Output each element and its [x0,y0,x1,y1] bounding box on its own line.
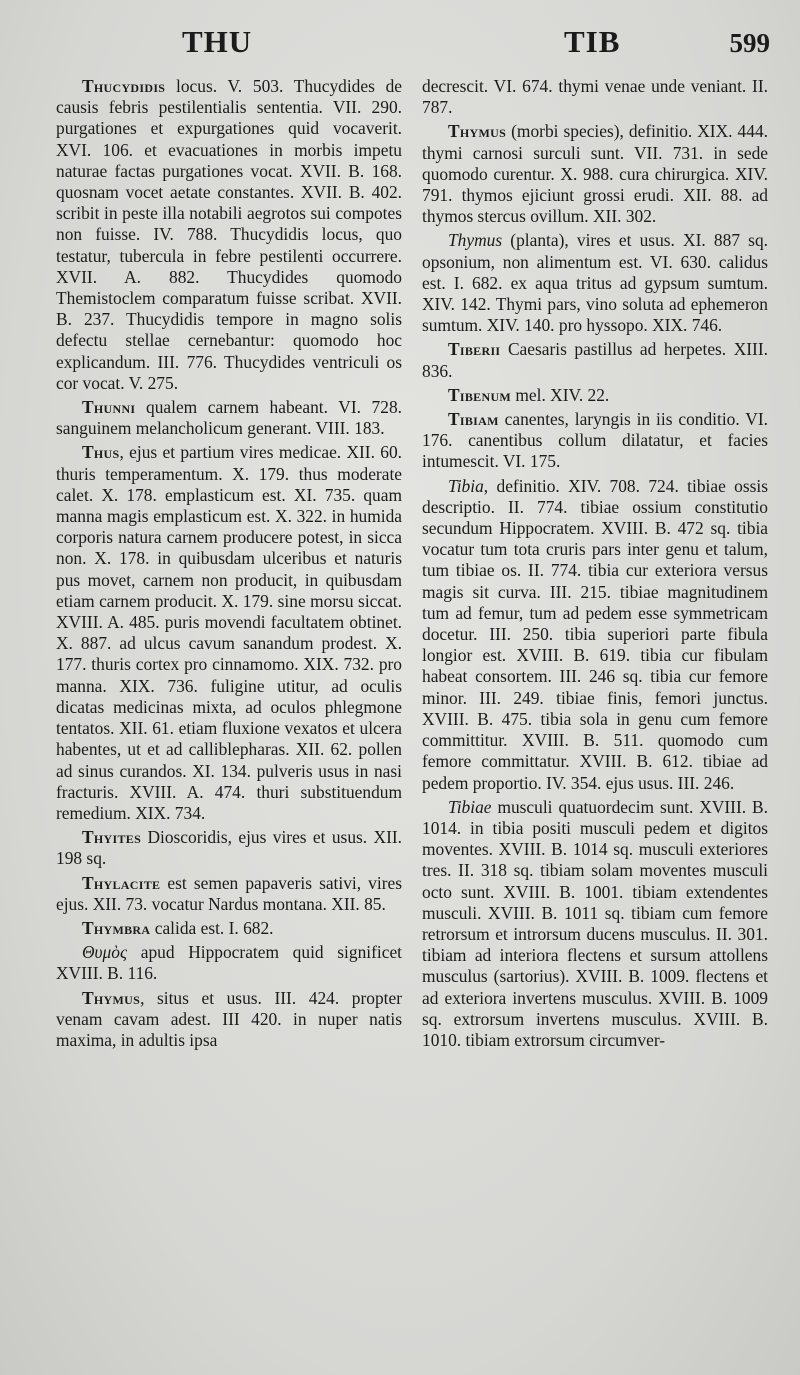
entry-text: (morbi species), definitio. XIX. 444. thymi carnosi surculi sunt. VII. 731. in sede quomodo curentur. X. 988. cura chirurgica. XIV. 791. thymos ejiciunt grossi erudi. XII. 88. ad thymos stercus ovillum. XII. 302. [422,121,768,227]
entry-text: Caesaris pastillus ad herpetes. XIII. 836. [422,339,768,381]
entry-headword: Tiberii [448,339,501,360]
index-entry [422,339,768,381]
left-column [56,76,402,1054]
index-entry [56,76,402,394]
entry-text: Dioscoridis, ejus vires et usus. XII. 198 sq. [56,827,402,869]
entry-headword: Tibiam [448,409,499,430]
index-entry [422,385,768,406]
entry-headword: Thucydidis [82,76,166,96]
entry-headword: Thymbra [82,917,151,938]
entry-text: apud Hippocratem quid significet XVIII. B. 116. [56,942,402,984]
entry-headword: Thylacite [82,872,161,893]
entry-text: decrescit. VI. 674. thymi venae unde veniant. II. 787. [422,76,768,118]
index-entry [56,918,402,939]
index-entry [422,797,768,1051]
index-entry [56,942,402,984]
entry-text: canentes, laryngis in iis conditio. VI. 176. canentibus collum dilatatur, et facies intumescit. VI. 175. [422,409,768,472]
entry-text: (planta), vires et usus. XI. 887 sq. opsonium, non alimentum est. VI. 630. calidus est. I. 682. ex aqua tritus ad gypsum sumtum. XIV. 142. Thymi pars, vino soluta ad ephemeron sumtum. XIV. 140. pro hyssopo. XIX. 746. [422,230,768,336]
entry-text: , situs et usus. III. 424. propter venam cavam adest. III 420. in nuper natis maxima, in adultis ipsa [56,987,402,1050]
index-entry [56,397,402,439]
index-entry [422,230,768,336]
index-entry [56,873,402,915]
entry-headword: Thymus [82,987,141,1008]
index-entry [56,827,402,869]
index-entry [422,121,768,227]
entry-headword: Θυμὸς [82,942,128,963]
index-entry [422,476,768,794]
entry-headword: Thymus [448,121,507,142]
right-column [422,76,768,1054]
running-header [56,18,770,62]
entry-headword: Tibiae [448,796,492,817]
entry-headword: Thus [82,442,120,463]
entry-text: qualem carnem habeant. VI. 728. sanguinem melancholicum generant. VIII. 183. [56,397,402,439]
index-entry-continued [422,76,768,118]
entry-text: locus. V. 503. Thucydides de causis febris pestilentialis sententia. VII. 290. purgationes et expurgationes quid vocaverit. XVI. 106. et evacuationes in morbis impetu naturae factas purgationes vocat. XVII. B. 168. quosnam vocet aetate constantes. XVII. B. 402. scribit in peste illa notabili aegrotos sui compotes non fuisse. IV. 788. Thucydidis locus, quo testatur, tubercula in febre pestilenti occurrere. XVII. A. 882. Thucydides quomodo Themistoclem comparatum fuisse scribat. XVII. B. 237. Thucydidis tempore in magno solis defectu stellae cernebantur: quomodo hoc explicandum. III. 776. Thucydides ventriculi os cor vocat. V. 275. [56,76,402,393]
header-right-guide: TIB [564,24,621,59]
entry-text: est semen papaveris sativi, vires ejus. XII. 73. vocatur Nardus montana. XII. 85. [56,872,402,914]
page-number: 599 [729,28,770,58]
entry-headword: Tibia [448,475,484,496]
index-columns [56,76,770,1054]
entry-text: , definitio. XIV. 708. 724. tibiae ossis descriptio. II. 774. tibiae ossium constitutio secundum Hippocratem. XVIII. B. 472 sq. tibia vocatur tum tota cruris pars inter genu et talum, tum tibiae os. II. 774. tibia cur exteriora versus magis sit curva. III. 215. tibiae magnitudinem tum ad femur, tum ad pedem esse symmetricam docetur. III. 250. tibia superiori parte fibula longior est. XVIII. B. 619. tibia cur fibulam habeat consortem. III. 246 sq. tibia cur femore minor. III. 249. tibiae finis, femori junctus. XVIII. B. 475. tibia sola in genu cum femore committitur. XVIII. B. 511. quomodo cum femore committatur. XVIII. B. 612. tibiae ad pedem proportio. IV. 354. ejus usus. III. 246. [422,475,768,793]
entry-headword: Thyites [82,827,142,848]
index-entry [422,409,768,473]
header-left-guide: THU [182,24,253,59]
entry-text: , ejus et partium vires medicae. XII. 60. thuris temperamentum. X. 179. thus moderate calet. X. 178. emplasticum est. XI. 735. quam manna magis emplasticum est. X. 322. in humida corporis natura carnem producere potest, in sicca non. X. 178. in quibusdam ulceribus et naturis pus movet, carnem non producit, in quibusdam etiam carnem producit. X. 179. sine morsu siccat. XVIII. A. 485. puris movendi facultatem obtinet. X. 887. ad ulcus cavum sanandum prodest. X. 177. thuris cortex pro cinnamomo. XIX. 732. pro manna. XIX. 736. fuligine utitur, ad oculis dicatas medicinas mixta, ad oculos phlegmone tentatos. XII. 61. etiam fluxione vexatos et ulcera habentes, ut et ad calliblepharas. XII. 62. pollen ad sinus curandos. XI. 134. pulveris usus in nasi fracturis. XVIII. A. 474. thuri substituendum remedium. XIX. 734. [56,442,402,823]
entry-text: mel. XIV. 22. [515,384,610,405]
entry-headword: Thunni [82,397,136,418]
entry-headword: Tibenum [448,384,512,405]
entry-text: musculi quatuordecim sunt. XVIII. B. 1014. in tibia positi musculi pedem et digitos moventes. XVIII. B. 1014 sq. musculi exteriores tres. II. 318 sq. tibiam solam moventes musculi octo sunt. XVIII. B. 1001. tibiam extendentes musculi. XVIII. B. 1011 sq. tibiam cum femore retrorsum et introrsum ducens musculus. II. 301. tibiam ad interiora flectens et sursum attollens musculus (sartorius). XVIII. B. 1009. flectens et ad exteriora invertens musculus. XVIII. B. 1009 sq. extrorsum invertens musculus. XVIII. B. 1010. tibiam extrorsum circumver- [422,796,768,1050]
index-entry [56,442,402,824]
entry-text: calida est. I. 682. [154,917,274,938]
entry-headword: Thymus [448,230,503,251]
index-entry [56,988,402,1052]
